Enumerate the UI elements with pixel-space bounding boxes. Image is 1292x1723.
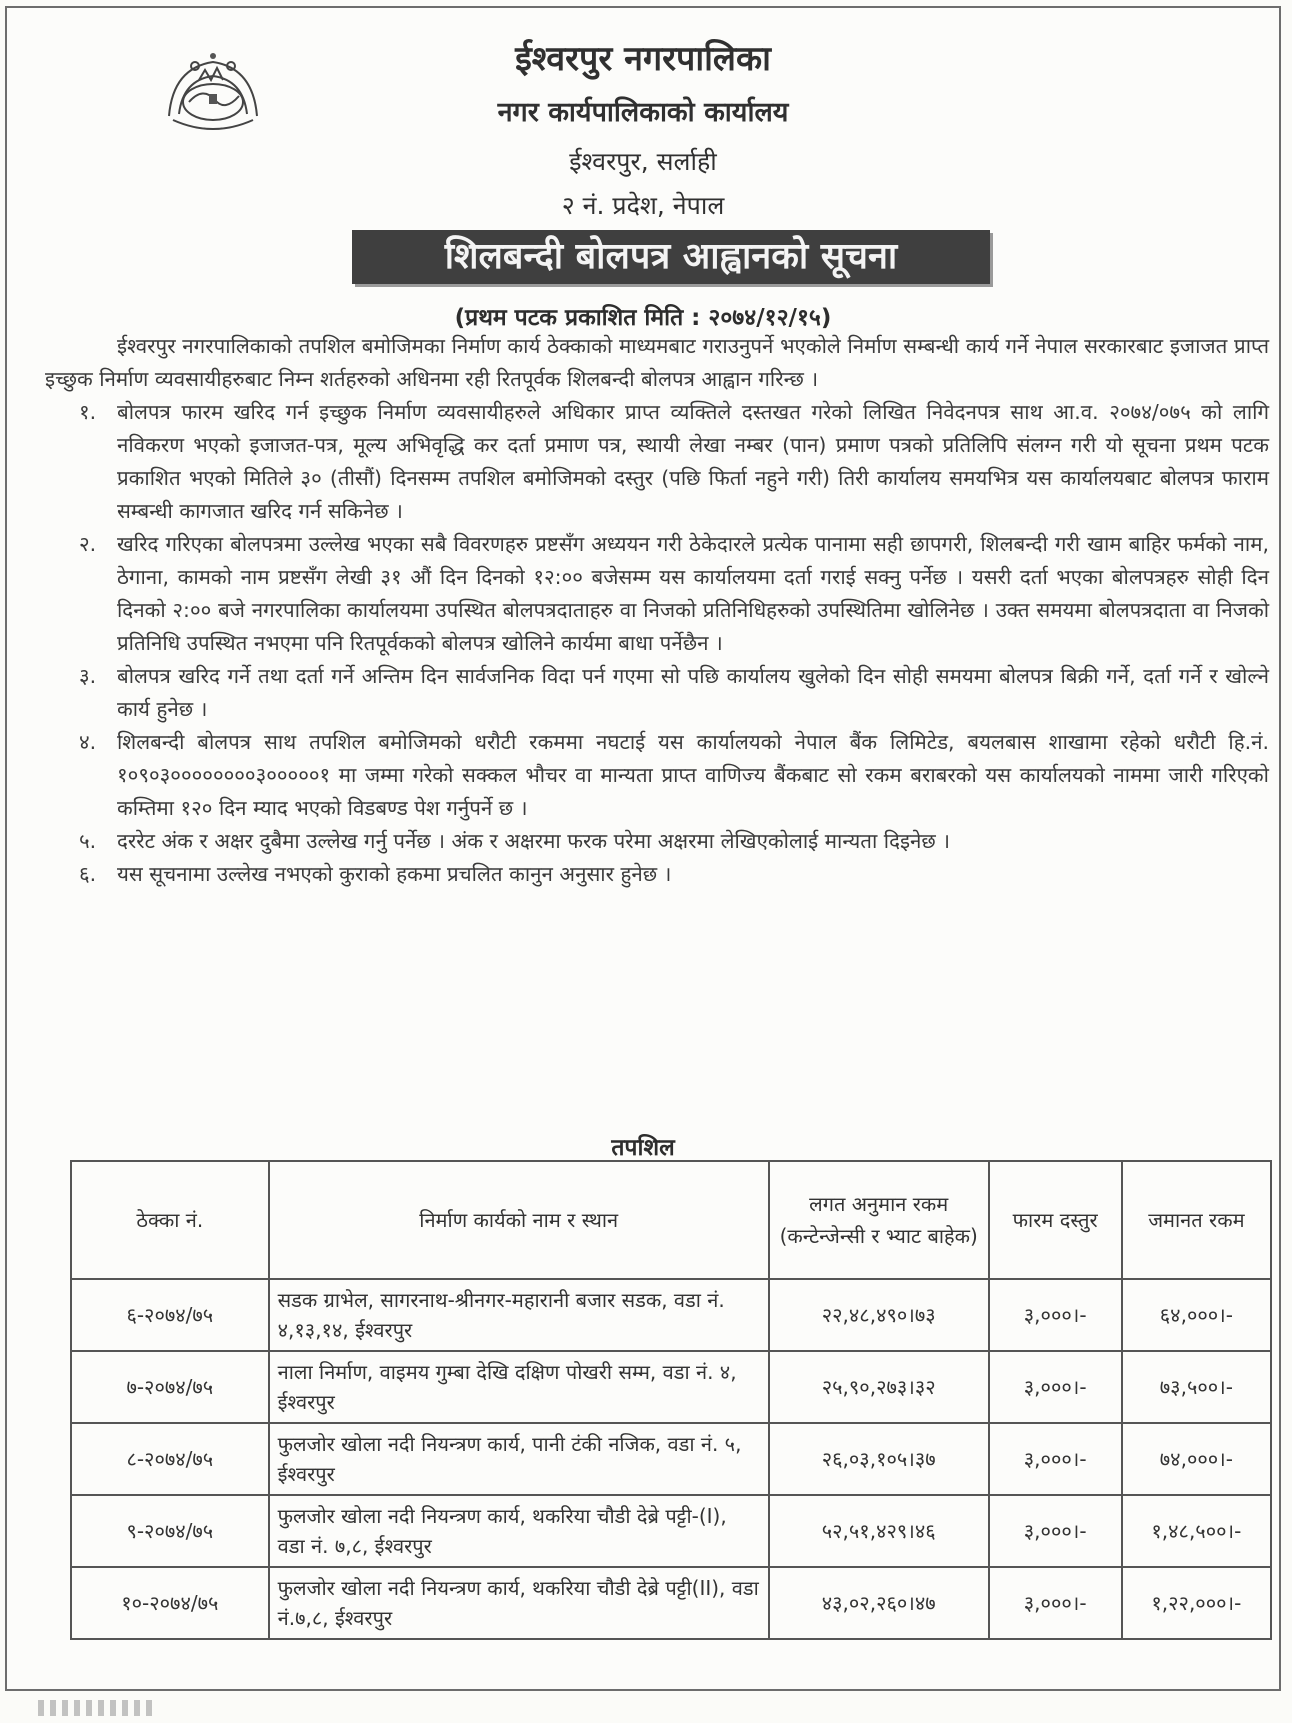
cell-deposit: ६४,०००।- (1122, 1279, 1271, 1351)
table-row (71, 1423, 1271, 1495)
cell-work-name: फुलजोर खोला नदी नियन्त्रण कार्य, पानी टंकी नजिक, वडा नं. ५, ईश्वरपुर (269, 1423, 769, 1495)
cell-form-fee: ३,०००।- (989, 1279, 1122, 1351)
cell-deposit: ७३,५००।- (1122, 1351, 1271, 1423)
table-row (71, 1567, 1271, 1639)
cell-deposit: ७४,०००।- (1122, 1423, 1271, 1495)
cell-contract-no: ९-२०७४/७५ (71, 1495, 269, 1567)
cell-form-fee: ३,०००।- (989, 1495, 1122, 1567)
header-estimate: लगत अनुमान रकम (कन्टेन्जेन्सी र भ्याट बाहेक) (769, 1161, 989, 1279)
term-number: ४. (79, 730, 97, 754)
term-number: ६. (79, 862, 97, 886)
cell-work-name: फुलजोर खोला नदी नियन्त्रण कार्य, थकरिया चौडी देब्रे पट्टी(II), वडा नं.७,८, ईश्वरपुर (269, 1567, 769, 1639)
cell-deposit: १,४८,५००।- (1122, 1495, 1271, 1567)
table-row (71, 1495, 1271, 1567)
term-number: २. (79, 532, 97, 556)
cell-deposit: १,२२,०००।- (1122, 1567, 1271, 1639)
cell-estimate: ४३,०२,२६०।४७ (769, 1567, 989, 1639)
term-item (45, 528, 1269, 660)
schedule-title: तपशिल (611, 1135, 675, 1161)
schedule-table (70, 1160, 1272, 1640)
municipality-name: ईश्वरपुर नगरपालिका (515, 39, 771, 79)
term-text: दररेट अंक र अक्षर दुबैमा उल्लेख गर्नु पर्नेछ । अंक र अक्षरमा फरक परेमा अक्षरमा लेखिएकोलाई मान्यता दिइनेछ । (117, 829, 951, 853)
cell-form-fee: ३,०००।- (989, 1423, 1122, 1495)
publication-date: (प्रथम पटक प्रकाशित मिति : २०७४/१२/१५) (454, 305, 832, 331)
cell-estimate: २५,९०,२७३।३२ (769, 1351, 989, 1423)
cell-form-fee: ३,०००।- (989, 1351, 1122, 1423)
cell-estimate: २६,०३,१०५।३७ (769, 1423, 989, 1495)
term-text: बोलपत्र खरिद गर्ने तथा दर्ता गर्ने अन्तिम दिन सार्वजनिक विदा पर्न गएमा सो पछि कार्यालय खुलेको दिन सोही समयमा बोलपत्र बिक्री गर्ने, दर्ता गर्ने र खोल्ने कार्य हुनेछ । (117, 664, 1269, 721)
table-row (71, 1351, 1271, 1423)
cell-contract-no: १०-२०७४/७५ (71, 1567, 269, 1639)
cell-estimate: २२,४८,४९०।७३ (769, 1279, 989, 1351)
cell-work-name: फुलजोर खोला नदी नियन्त्रण कार्य, थकरिया चौडी देब्रे पट्टी-(I), वडा नं. ७,८, ईश्वरपुर (269, 1495, 769, 1567)
province-name: २ नं. प्रदेश, नेपाल (561, 191, 725, 220)
term-text: शिलबन्दी बोलपत्र साथ तपशिल बमोजिमको धरौटी रकममा नघटाई यस कार्यालयको नेपाल बैंक लिमिटेड, बयलबास शाखामा रहेको धरौटी हि.नं. १०९०३००००००००३०००००१ मा जम्मा गरेको सक्कल भौचर वा मान्यता प्राप्त वाणिज्य बैंकबाट सो रकम बराबरको यस कार्यालयको नाममा जारी गरिएको कम्तिमा १२० दिन म्याद भएको विडबण्ड पेश गर्नुपर्ने छ । (117, 730, 1269, 820)
office-location: ईश्वरपुर, सर्लाही (569, 147, 717, 176)
table-row (71, 1279, 1271, 1351)
cell-contract-no: ८-२०७४/७५ (71, 1423, 269, 1495)
term-item (45, 396, 1269, 528)
term-item (45, 825, 1269, 858)
scan-edge-marks (38, 1700, 158, 1716)
term-text: यस सूचनामा उल्लेख नभएको कुराको हकमा प्रचलित कानुन अनुसार हुनेछ । (117, 862, 672, 886)
notice-title: शिलबन्दी बोलपत्र आह्वानको सूचना (352, 230, 990, 284)
term-text: बोलपत्र फारम खरिद गर्न इच्छुक निर्माण व्यवसायीहरुले अधिकार प्राप्त व्यक्तिले दस्तखत गरेको लिखित निवेदनपत्र साथ आ.व. २०७४/०७५ को लागि नविकरण भएको इजाजत-पत्र, मूल्य अभिवृद्धि कर दर्ता प्रमाण पत्र, स्थायी लेखा नम्बर (पान) प्रमाण पत्रको प्रतिलिपि संलग्न गरी यो सूचना प्रथम पटक प्रकाशित भएको मितिले ३० (तीसौं) दिनसम्म तपशिल बमोजिमको दस्तुर (पछि फिर्ता नहुने गरी) तिरी कार्यालय समयभित्र यस कार्यालयबाट बोलपत्र फाराम सम्बन्धी कागजात खरिद गर्न सकिनेछ । (117, 400, 1269, 523)
notice-page (5, 6, 1281, 1691)
header-deposit: जमानत रकम (1122, 1161, 1271, 1279)
term-item (45, 858, 1269, 891)
term-number: १. (79, 400, 97, 424)
term-item (45, 660, 1269, 726)
term-number: ३. (79, 664, 97, 688)
cell-work-name: सडक ग्राभेल, सागरनाथ-श्रीनगर-महारानी बजार सडक, वडा नं. ४,१३,१४, ईश्वरपुर (269, 1279, 769, 1351)
cell-work-name: नाला निर्माण, वाइमय गुम्बा देखि दक्षिण पोखरी सम्म, वडा नं. ४, ईश्वरपुर (269, 1351, 769, 1423)
term-number: ५. (79, 829, 97, 853)
office-name: नगर कार्यपालिकाको कार्यालय (497, 97, 789, 128)
cell-form-fee: ३,०००।- (989, 1567, 1122, 1639)
notice-body (45, 330, 1269, 891)
header-work-name: निर्माण कार्यको नाम र स्थान (269, 1161, 769, 1279)
cell-contract-no: ७-२०७४/७५ (71, 1351, 269, 1423)
header-contract-no: ठेक्का नं. (71, 1161, 269, 1279)
cell-contract-no: ६-२०७४/७५ (71, 1279, 269, 1351)
table-header-row (71, 1161, 1271, 1279)
intro-paragraph: ईश्वरपुर नगरपालिकाको तपशिल बमोजिमका निर्माण कार्य ठेक्काको माध्यमबाट गराउनुपर्ने भएकोले निर्माण सम्बन्धी कार्य गर्ने नेपाल सरकारबाट इजाजत प्राप्त इच्छुक निर्माण व्यवसायीहरुबाट निम्न शर्तहरुको अधिनमा रही रितपूर्वक शिलबन्दी बोलपत्र आह्वान गरिन्छ । (45, 334, 1269, 391)
header-form-fee: फारम दस्तुर (989, 1161, 1122, 1279)
term-text: खरिद गरिएका बोलपत्रमा उल्लेख भएका सबै विवरणहरु प्रष्टसँग अध्ययन गरी ठेकेदारले प्रत्येक पानामा सही छापगरी, शिलबन्दी गरी खाम बाहिर फर्मको नाम, ठेगाना, कामको नाम प्रष्टसँग लेखी ३१ औं दिन दिनको १२:०० बजेसम्म यस कार्यालयमा दर्ता गराई सक्नु पर्नेछ । यसरी दर्ता भएका बोलपत्रहरु सोही दिन दिनको २:०० बजे नगरपालिका कार्यालयमा उपस्थित बोलपत्रदाताहरु वा निजको प्रतिनिधिहरुको उपस्थितिमा खोलिनेछ । उक्त समयमा बोलपत्रदाता वा निजको प्रतिनिधि उपस्थित नभएमा पनि रितपूर्वकको बोलपत्र खोलिने कार्यमा बाधा पर्नेछैन । (117, 532, 1269, 655)
term-item (45, 726, 1269, 825)
cell-estimate: ५२,५१,४२९।४६ (769, 1495, 989, 1567)
